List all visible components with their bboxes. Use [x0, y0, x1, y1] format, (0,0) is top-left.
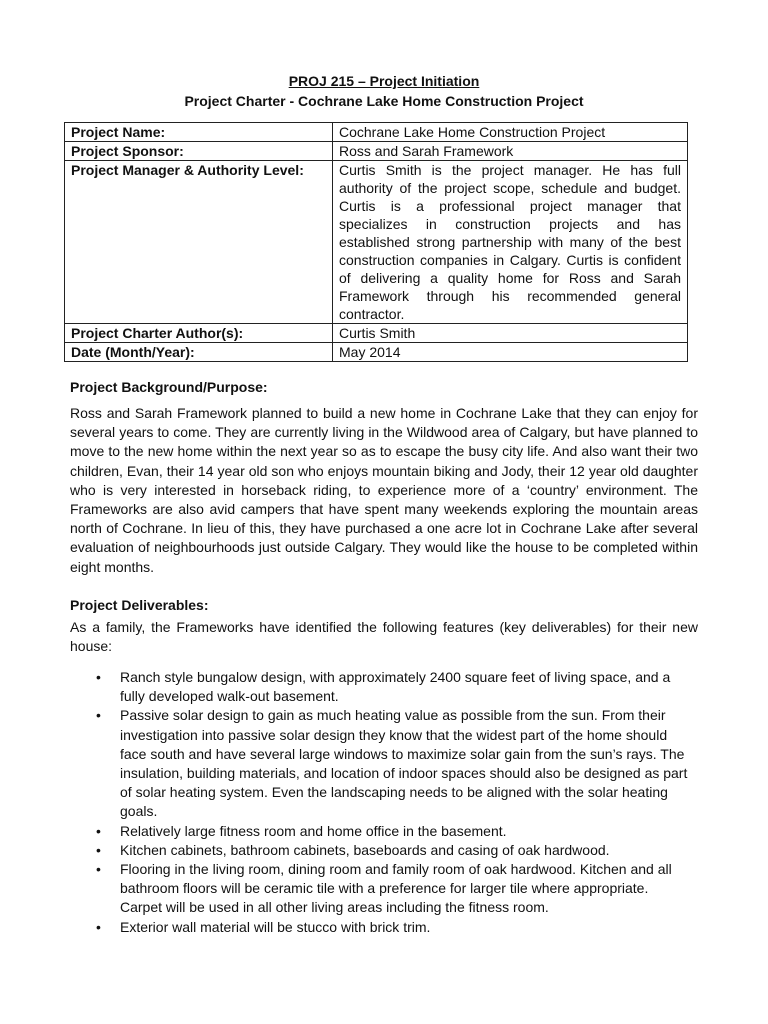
deliverables-list: [70, 668, 690, 937]
list-item: [70, 822, 690, 841]
table-row: [65, 142, 688, 161]
list-item: [70, 860, 690, 918]
list-item-text: Passive solar design to gain as much heating value as possible from the sun. From their investigation into passive solar design they know that the widest part of the home should face south and have several large windows to maximize solar gain from the sun’s rays. The insulation, building materials, and location of indoor spaces should also be designed as part of solar heating system. Even the landscaping needs to be aligned with the solar heating goals.: [120, 707, 688, 820]
bullet-icon: •: [96, 841, 101, 858]
list-item-text: Ranch style bungalow design, with approximately 2400 square feet of living space, and a fully developed walk-out basement.: [120, 669, 671, 705]
row-label: Project Sponsor:: [65, 142, 333, 161]
deliverables-intro: As a family, the Frameworks have identified the following features (key deliverables) for their new house:: [70, 619, 698, 655]
list-item: [70, 668, 690, 706]
list-item: [70, 918, 690, 937]
list-item-text: Relatively large fitness room and home office in the basement.: [120, 822, 507, 839]
table-row: [65, 123, 688, 142]
row-value: Cochrane Lake Home Construction Project: [333, 123, 688, 142]
charter-table: [64, 122, 688, 362]
deliverables-heading: Project Deliverables:: [70, 597, 209, 613]
row-value: Curtis Smith is the project manager. He has full authority of the project scope, schedule and budget. Curtis is a professional project manager that specializes in construction projects and has established strong partnership with many of the best construction companies in Calgary. Curtis is confident of delivering a quality home for Ross and Sarah Framework through his recommended general contractor.: [333, 161, 688, 324]
course-title: PROJ 215 – Project Initiation: [288, 73, 480, 89]
list-item-text: Exterior wall material will be stucco with brick trim.: [120, 918, 431, 935]
list-item-text: Kitchen cabinets, bathroom cabinets, baseboards and casing of oak hardwood.: [120, 841, 610, 858]
list-item-text: Flooring in the living room, dining room and family room of oak hardwood. Kitchen and all bathroom floors will be ceramic tile with a preference for larger tile where appropriate. Carpet will be used in all other living areas including the fitness room.: [120, 861, 672, 916]
bullet-icon: •: [96, 918, 101, 935]
background-heading: Project Background/Purpose:: [70, 379, 268, 395]
charter-title: Project Charter - Cochrane Lake Home Construction Project: [184, 93, 584, 109]
row-value: Curtis Smith: [333, 324, 688, 343]
row-label: Project Name:: [65, 123, 333, 142]
row-label: Project Manager & Authority Level:: [65, 161, 333, 324]
table-row: [65, 343, 688, 362]
table-row: [65, 324, 688, 343]
background-paragraph: Ross and Sarah Framework planned to build a new home in Cochrane Lake that they can enjoy for several years to come. They are currently living in the Wildwood area of Calgary, but have planned to move to the new home within the next year so as to escape the busy city life. And also want their two children, Evan, their 14 year old son who enjoys mountain biking and Jody, their 12 year old daughter who is very interested in horseback riding, to experience more of a ‘country’ environment. The Frameworks are also avid campers that have spent many weekends exploring the mountain areas north of Cochrane. In lieu of this, they have purchased a one acre lot in Cochrane Lake after several evaluation of neighbourhoods just outside Calgary. They would like the house to be completed within eight months.: [70, 405, 698, 575]
list-item: [70, 706, 690, 821]
list-item: [70, 841, 690, 860]
row-value: May 2014: [333, 343, 688, 362]
bullet-icon: •: [96, 861, 101, 878]
row-label: Date (Month/Year):: [65, 343, 333, 362]
bullet-icon: •: [96, 707, 101, 724]
bullet-icon: •: [96, 822, 101, 839]
bullet-icon: •: [96, 669, 101, 685]
row-value: Ross and Sarah Framework: [333, 142, 688, 161]
table-row: [65, 161, 688, 324]
row-label: Project Charter Author(s):: [65, 324, 333, 343]
